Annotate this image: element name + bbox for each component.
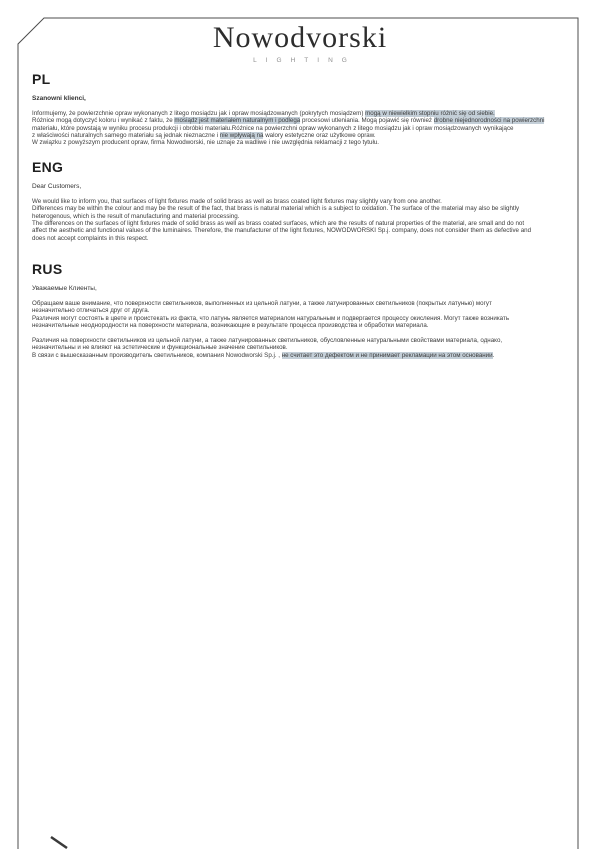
text-segment: walory estetyczne oraz użytkowe opraw. bbox=[263, 132, 376, 140]
text-segment: W związku z powyższym producent opraw, firma Nowodworski, nie uznaje za wadliwe i nie uwzględnia reklamacji z tego tytułu. bbox=[32, 139, 379, 147]
text-segment: Informujemy, że powierzchnie opraw wykonanych z litego mosiądzu jak i opraw mosiądzowanych (pokrytych mosiądzem) bbox=[32, 109, 366, 117]
text-segment: z właściwości naturalnych samego materiału są jednak nieznaczne i bbox=[32, 132, 220, 140]
highlighted-text: mogą w niewielkim stopniu różnić się od siebie. bbox=[365, 109, 495, 117]
text-segment: Różnice mogą dotyczyć koloru i wynikać z faktu, że bbox=[32, 117, 175, 125]
paragraphs-eng bbox=[32, 198, 578, 242]
paragraphs-rus bbox=[32, 300, 578, 359]
text-line bbox=[32, 139, 578, 146]
highlighted-text: drobne niejednorodności na powierzchni bbox=[433, 117, 545, 125]
text-line bbox=[32, 227, 578, 234]
text-segment: procesowi utleniania. Mogą pojawić się również bbox=[300, 117, 434, 125]
paragraph-block bbox=[32, 110, 578, 147]
text-line bbox=[32, 117, 578, 124]
paragraph-block bbox=[32, 198, 578, 242]
text-segment: Обращаем ваше внимание, что поверхности светильников, выполненных из цельной латуни, а также латунированных светильников (покрытых латунью) могут bbox=[32, 299, 492, 307]
text-segment: Различия на поверхности светильников из цельной латуни, а также латунированных светильников, обусловленные натуральными свойствами материала, однако, bbox=[32, 336, 503, 344]
greeting-eng: Dear Customers, bbox=[32, 183, 82, 190]
text-line bbox=[32, 132, 578, 139]
paragraph-block bbox=[32, 300, 578, 330]
section-pl bbox=[32, 72, 578, 147]
highlighted-text: mosiądz jest materiałem naturalnym i podlega bbox=[174, 117, 301, 125]
text-segment: Differences may be within the colour and may be the result of the fact, that brass is natural material which is a subject to oxidation. The surface of the material may also be slightly bbox=[32, 205, 520, 213]
text-segment: The differences on the surfaces of light fixtures made of solid brass as well as brass coated surfaces, which are the results of natural properties of the material, are small and do not bbox=[32, 220, 525, 228]
text-line bbox=[32, 300, 578, 307]
text-line bbox=[32, 110, 578, 117]
text-segment: We would like to inform you, that surfaces of light fixtures made of solid brass as well as brass coated light fixtures may slightly vary from one another. bbox=[32, 197, 442, 205]
text-line bbox=[32, 198, 578, 205]
section-heading-rus: RUS bbox=[32, 261, 63, 277]
brand-header bbox=[0, 23, 600, 64]
highlighted-text: не считает это дефектом и не принимает рекламации на этом основании bbox=[281, 351, 493, 359]
text-line bbox=[32, 220, 578, 227]
greeting-rus: Уважаемые Клиенты, bbox=[32, 285, 97, 292]
text-line bbox=[32, 337, 578, 344]
text-line bbox=[32, 205, 578, 212]
text-segment: В связи с вышесказанным производитель светильников, компания Nowodworski Sp.j. , bbox=[32, 351, 282, 359]
highlighted-text: nie wpływają na bbox=[219, 132, 264, 140]
page-fold-mark bbox=[51, 837, 67, 848]
text-line bbox=[32, 352, 578, 359]
text-segment: heterogenous, which is the result of manufacturing and material processing. bbox=[32, 212, 240, 220]
text-segment: affect the aesthetic and functional values of the luminaires. Therefore, the manufacturer of the light fixtures, NOWODWORSKI Sp.j. company, does not consider them as defective and bbox=[32, 227, 532, 235]
text-segment: незначительные неоднородности на поверхности материала, возникающие в результате процесса производства и обработки материала. bbox=[32, 322, 429, 330]
text-line bbox=[32, 235, 578, 242]
text-segment: does not accept complaints in this respect. bbox=[32, 234, 149, 242]
section-heading-pl: PL bbox=[32, 71, 51, 87]
text-line bbox=[32, 213, 578, 220]
section-heading-eng: ENG bbox=[32, 159, 64, 175]
text-line bbox=[32, 315, 578, 322]
text-segment: . bbox=[492, 351, 495, 359]
brand-logo: Nowodvorski bbox=[212, 21, 388, 54]
section-rus bbox=[32, 262, 578, 359]
text-line bbox=[32, 307, 578, 314]
text-line bbox=[32, 322, 578, 329]
text-segment: Различия могут состоять в цвете и проистекать из факта, что латунь является материалом натуральным и подвергается процессу окисления. Могут также возникать bbox=[32, 314, 510, 322]
text-segment: materiału, które powstają w wyniku procesu produkcji i obróbki materiału.Różnice na powierzchni opraw wykonanych z litego mosiądzu jak i opraw mosiądzowanych wynikające bbox=[32, 124, 514, 132]
paragraph-block bbox=[32, 337, 578, 359]
text-line bbox=[32, 344, 578, 351]
text-segment: незначительно отличаться друг от друга. bbox=[32, 307, 150, 315]
brand-subtitle: LIGHTING bbox=[253, 57, 356, 64]
section-eng bbox=[32, 160, 578, 242]
greeting-pl: Szanowni klienci, bbox=[32, 95, 86, 102]
text-line bbox=[32, 125, 578, 132]
paragraphs-pl bbox=[32, 110, 578, 147]
text-segment: незначительны и не влияют на эстетические и функциональные значение светильников. bbox=[32, 344, 288, 352]
